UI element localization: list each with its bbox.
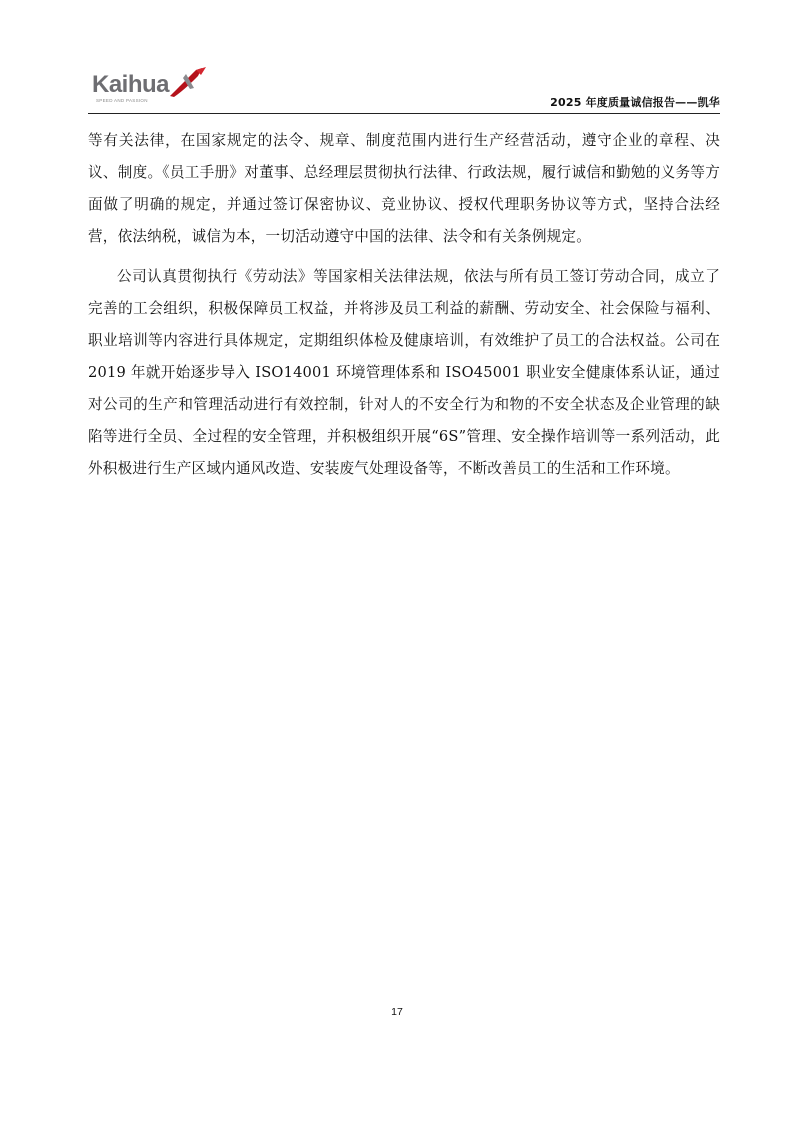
logo-wordmark: Kaihua (92, 71, 170, 98)
logo-tagline: SPEED AND PASSION (96, 98, 148, 103)
logo-swoosh-icon (168, 66, 208, 100)
body-content (88, 125, 720, 485)
report-title: 2025 年度质量诚信报告——凯华 (550, 96, 720, 109)
kaihua-logo (92, 66, 210, 106)
paragraph-legal-compliance: 等有关法律，在国家规定的法令、规章、制度范围内进行生产经营活动，遵守企业的章程、决议、制度。《员工手册》对董事、总经理层贯彻执行法律、行政法规，履行诚信和勤勉的义务等方面做了明确的规定，并通过签订保密协议、竞业协议、授权代理职务协议等方式，坚持合法经营，依法纳税，诚信为本，一切活动遵守中国的法律、法令和有关条例规定。 (88, 132, 720, 245)
header-divider (88, 113, 720, 114)
page-number: 17 (391, 1006, 403, 1018)
paragraph-employee-rights: 公司认真贯彻执行《劳动法》等国家相关法律法规，依法与所有员工签订劳动合同，成立了完善的工会组织，积极保障员工权益，并将涉及员工利益的薪酬、劳动安全、社会保险与福利、职业培训等内容进行具体规定，定期组织体检及健康培训，有效维护了员工的合法权益。公司在 2019 年就开始逐步导入 ISO14001 环境管理体系和 ISO45001 职业安全健康体系认证，通过对公司的生产和管理活动进行有效控制，针对人的不安全行为和物的不安全状态及企业管理的缺陷等进行全员、全过程的安全管理，并积极组织开展“6S”管理、安全操作培训等一系列活动，此外积极进行生产区域内通风改造、安装废气处理设备等，不断改善员工的生活和工作环境。 (88, 268, 720, 477)
page-header (88, 62, 720, 114)
